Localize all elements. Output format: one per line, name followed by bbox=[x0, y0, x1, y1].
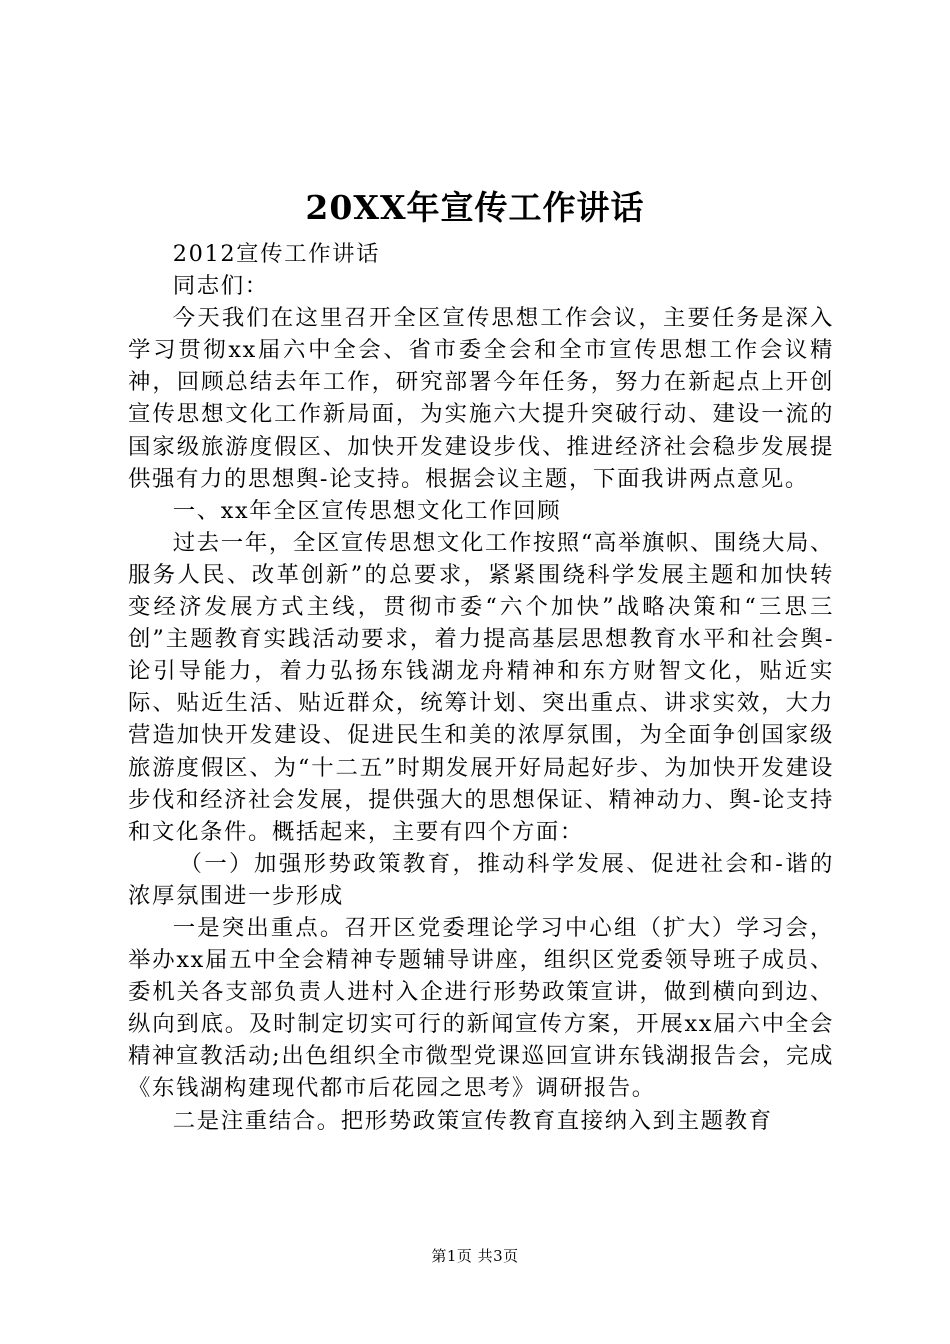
subsection-heading-1: （一）加强形势政策教育，推动科学发展、促进社会和-谐的浓厚氛围进一步形成 bbox=[128, 850, 834, 909]
paragraph-point-2: 二是注重结合。把形势政策宣传教育直接纳入到主题教育 bbox=[172, 1107, 773, 1134]
paragraph-point-1: 一是突出重点。召开区党委理论学习中心组（扩大）学习会，举办xx届五中全会精神专题辅导讲座，组织区党委领导班子成员、委机关各支部负责人进村入企进行形势政策宣讲，做到横向到边、纵向到底。及时制定切实可行的新闻宣传方案，开展xx届六中全会精神宣教活动;出色组织全市微型党课巡回宣讲东钱湖报告会，完成《东钱湖构建现代都市后花园之思考》调研报告。 bbox=[128, 914, 834, 1102]
section-heading-review: 一、xx年全区宣传思想文化工作回顾 bbox=[172, 497, 562, 524]
paragraph-salutation: 同志们： bbox=[172, 273, 269, 300]
document-body bbox=[128, 238, 834, 1137]
paragraph-opening: 今天我们在这里召开全区宣传思想工作会议，主要任务是深入学习贯彻xx届六中全会、省市委全会和全市宣传思想工作会议精神，回顾总结去年工作，研究部署今年任务，努力在新起点上开创宣传思想文化工作新局面，为实施六大提升突破行动、建设一流的国家级旅游度假区、加快开发建设步伐、推进经济社会稳步发展提供强有力的思想舆-论支持。根据会议主题，下面我讲两点意见。 bbox=[128, 305, 834, 492]
paragraph-review: 过去一年，全区宣传思想文化工作按照“高举旗帜、围绕大局、服务人民、改革创新”的总要求，紧紧围绕科学发展主题和加快转变经济发展方式主线，贯彻市委“六个加快”战略决策和“三思三创”主题教育实践活动要求，着力提高基层思想教育水平和社会舆-论引导能力，着力弘扬东钱湖龙舟精神和东方财智文化，贴近实际、贴近生活、贴近群众，统筹计划、突出重点、讲求实效，大力营造加快开发建设、促进民生和美的浓厚氛围，为全面争创国家级旅游度假区、为“十二五”时期发展开好局起好步、为加快开发建设步伐和经济社会发展，提供强大的思想保证、精神动力、舆-论支持和文化条件。概括起来，主要有四个方面： bbox=[128, 529, 834, 845]
document-title: 20XX年宣传工作讲话 bbox=[305, 188, 645, 227]
paragraph-subtitle: 2012宣传工作讲话 bbox=[172, 241, 381, 267]
page-number-footer: 第1页 共3页 bbox=[431, 1247, 519, 1265]
